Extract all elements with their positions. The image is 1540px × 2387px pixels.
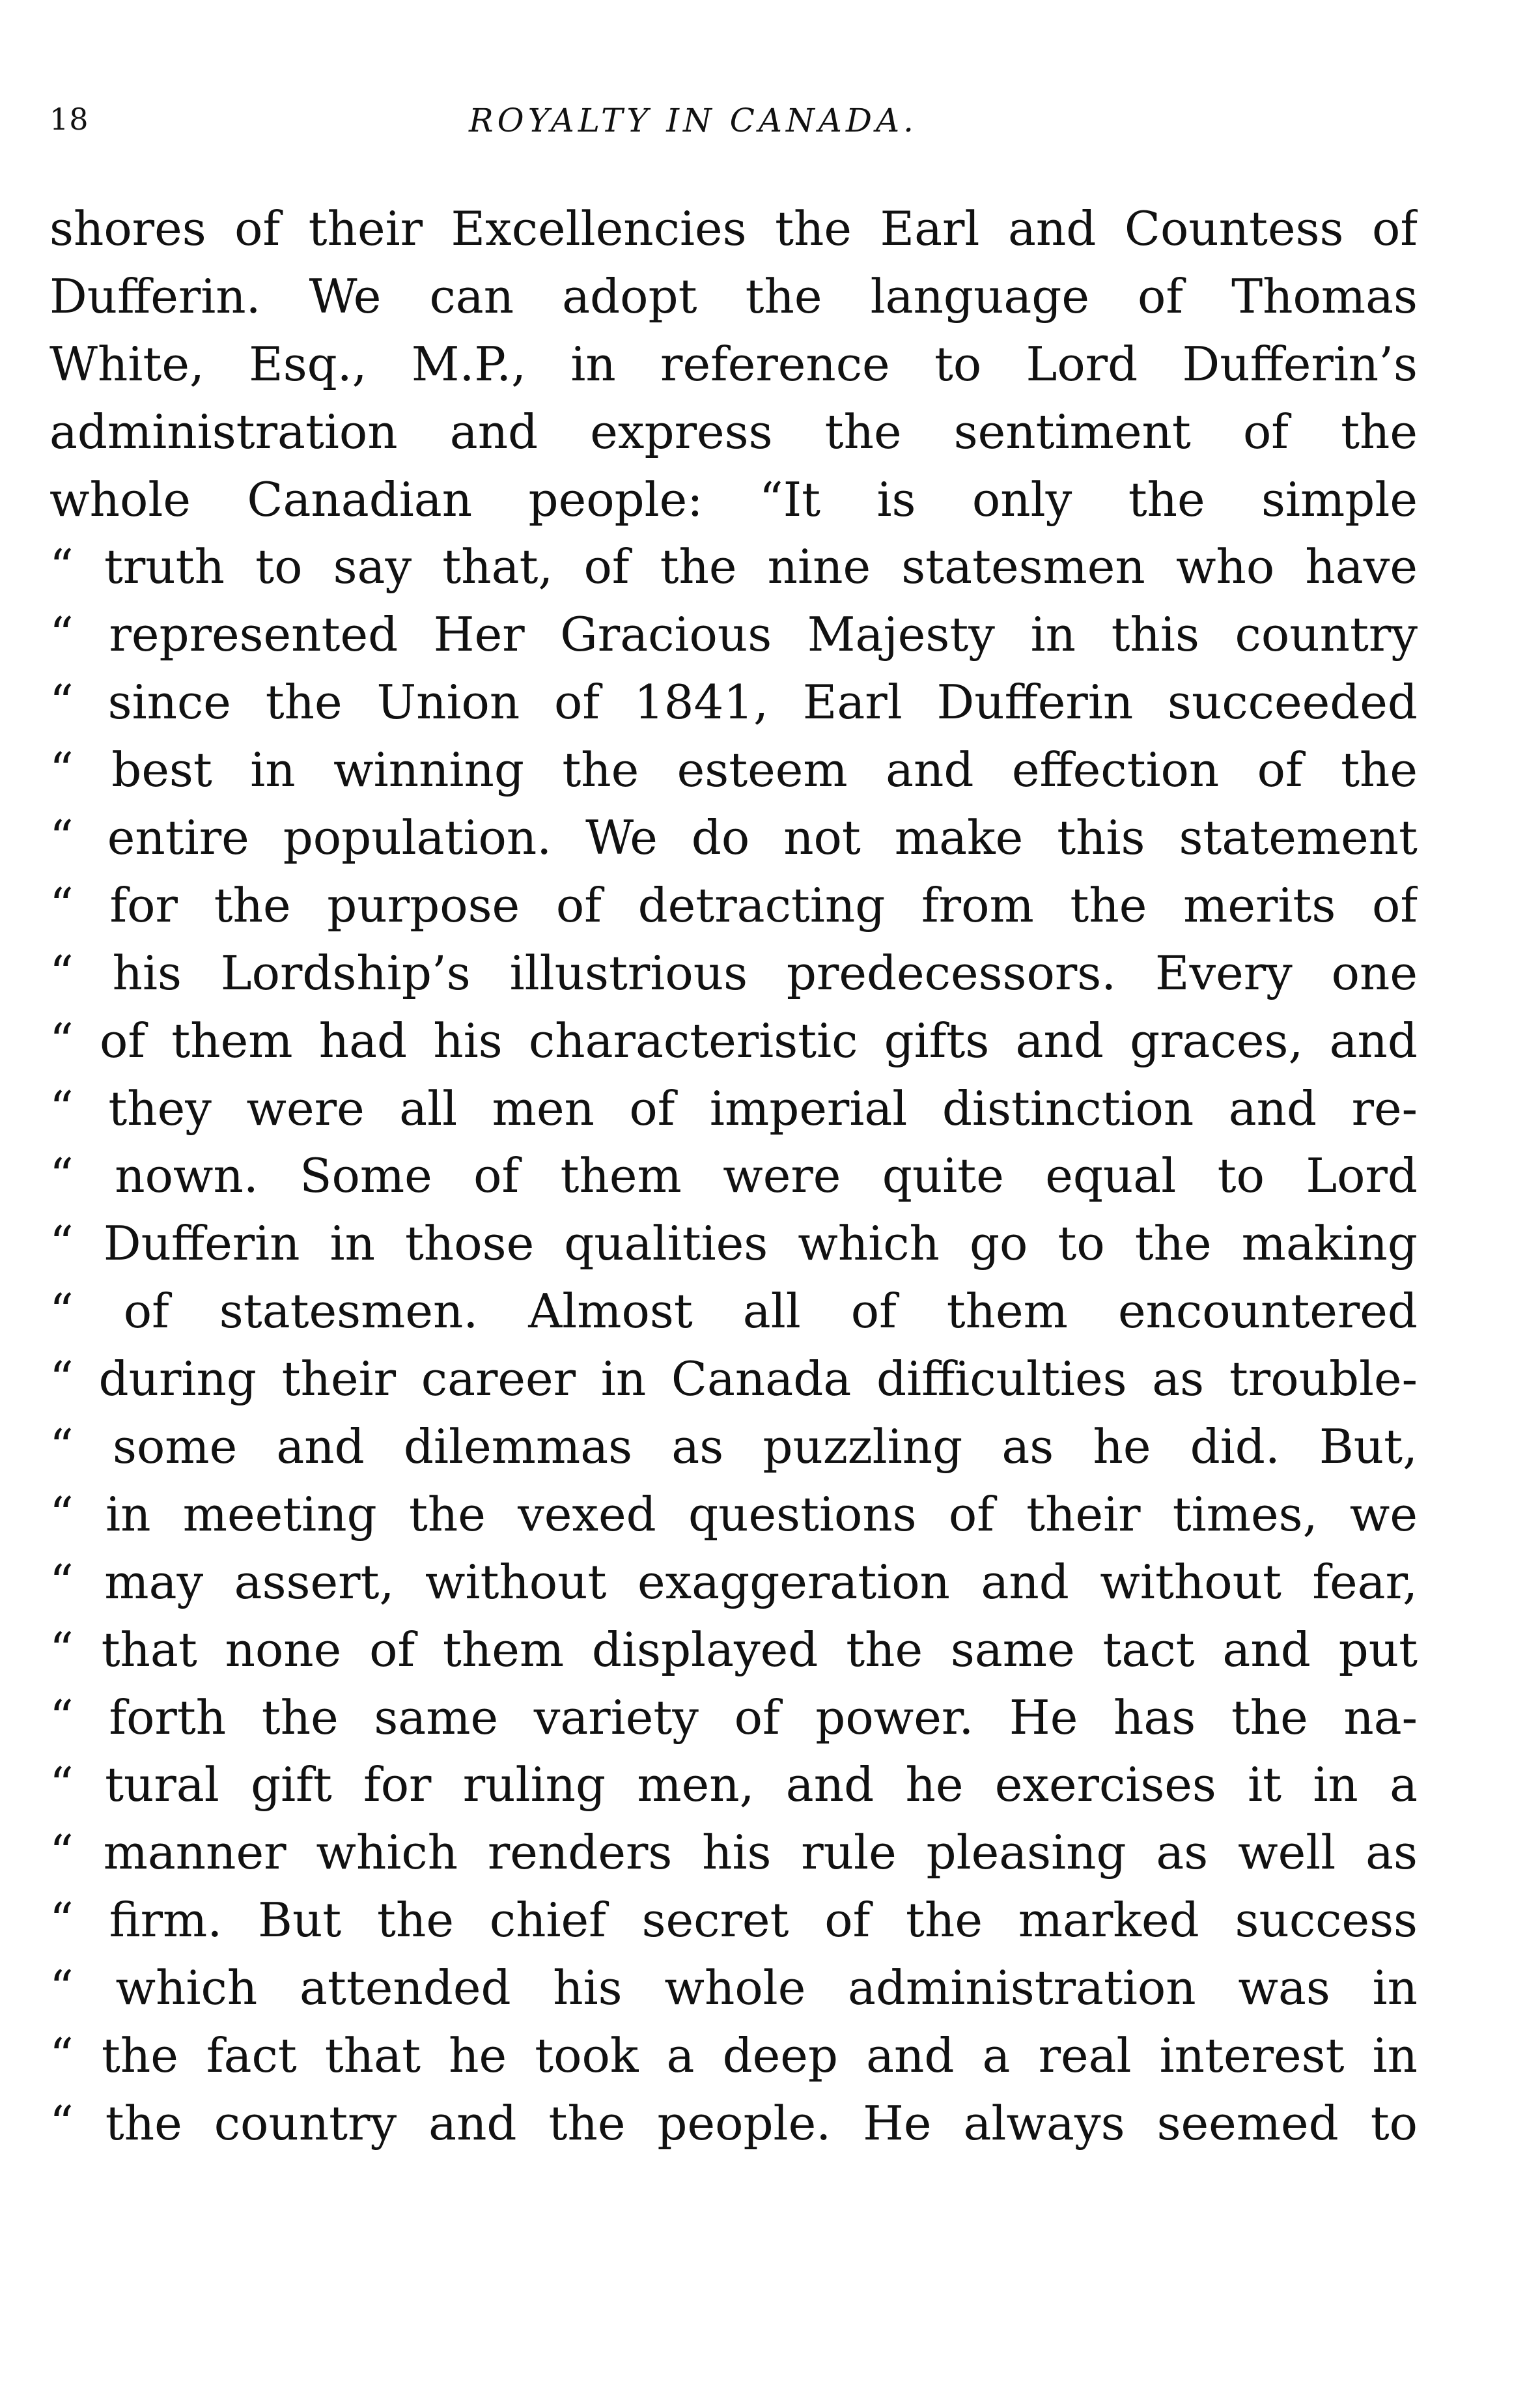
- text-line: “ the country and the people. He always seemed to: [49, 2095, 1418, 2151]
- page-number: 18: [49, 102, 89, 137]
- text-line: “ the fact that he took a deep and a real interest in: [49, 2028, 1418, 2083]
- text-line: “ for the purpose of detracting from the merits of: [49, 877, 1418, 933]
- text-line: “ forth the same variety of power. He has the na-: [49, 1689, 1418, 1745]
- text-line: “ Dufferin in those qualities which go to the making: [49, 1216, 1418, 1271]
- text-line: “ truth to say that, of the nine statesmen who have: [49, 539, 1418, 595]
- text-line: “ firm. But the chief secret of the marked success: [49, 1893, 1418, 1948]
- text-line: “ manner which renders his rule pleasing as well as: [49, 1825, 1418, 1880]
- text-line: whole Canadian people: “It is only the simple: [49, 472, 1418, 527]
- text-line: “ tural gift for ruling men, and he exercises it in a: [49, 1757, 1418, 1813]
- text-line: “ in meeting the vexed questions of their times, we: [49, 1486, 1418, 1542]
- text-line: Dufferin. We can adopt the language of Thomas: [49, 268, 1418, 324]
- text-line: “ best in winning the esteem and effection of the: [49, 742, 1418, 798]
- text-line: “ they were all men of imperial distinction and re-: [49, 1081, 1418, 1136]
- running-title: ROYALTY IN CANADA.: [469, 102, 917, 139]
- text-line: “ of them had his characteristic gifts and graces, and: [49, 1013, 1418, 1068]
- text-line: administration and express the sentiment of the: [49, 404, 1418, 459]
- text-line: “ some and dilemmas as puzzling as he did. But,: [49, 1419, 1418, 1475]
- text-line: “ represented Her Gracious Majesty in this country: [49, 607, 1418, 662]
- text-line: “ during their career in Canada difficulties as trouble-: [49, 1351, 1418, 1407]
- text-line: White, Esq., M.P., in reference to Lord Dufferin’s: [49, 336, 1418, 391]
- text-line: “ entire population. We do not make this statement: [49, 810, 1418, 866]
- text-line: “ since the Union of 1841, Earl Dufferin succeeded: [49, 675, 1418, 730]
- body-text: [49, 195, 1418, 2158]
- text-line: “ may assert, without exaggeration and without fear,: [49, 1554, 1418, 1609]
- text-line: shores of their Excellencies the Earl and Countess of: [49, 201, 1418, 256]
- text-line: “ his Lordship’s illustrious predecessors. Every one: [49, 945, 1418, 1000]
- text-line: “ of statesmen. Almost all of them encountered: [49, 1284, 1418, 1339]
- text-line: “ which attended his whole administration was in: [49, 1960, 1418, 2016]
- text-line: “ that none of them displayed the same tact and put: [49, 1622, 1418, 1677]
- text-line: “ nown. Some of them were quite equal to Lord: [49, 1148, 1418, 1204]
